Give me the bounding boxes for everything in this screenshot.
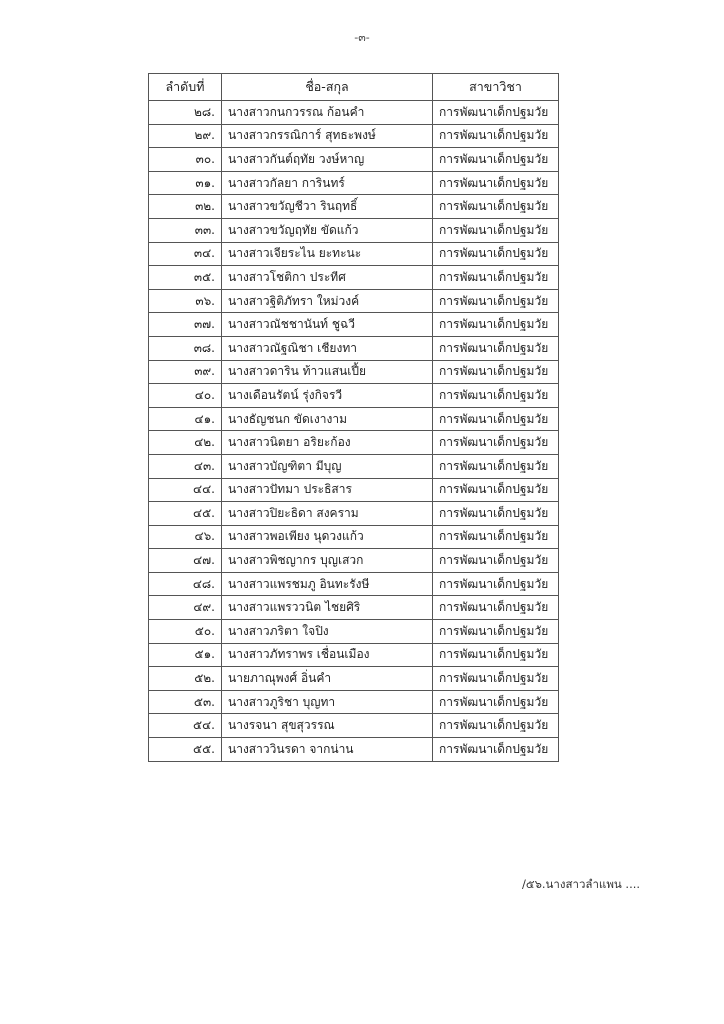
- row-number: ๕๔.: [149, 714, 222, 738]
- table-row: [149, 101, 559, 125]
- row-major: การพัฒนาเด็กปฐมวัย: [433, 336, 559, 360]
- row-major: การพัฒนาเด็กปฐมวัย: [433, 714, 559, 738]
- row-major: การพัฒนาเด็กปฐมวัย: [433, 667, 559, 691]
- table-row: [149, 572, 559, 596]
- row-major: การพัฒนาเด็กปฐมวัย: [433, 572, 559, 596]
- row-number: ๕๑.: [149, 643, 222, 667]
- table-row: [149, 738, 559, 762]
- row-major: การพัฒนาเด็กปฐมวัย: [433, 502, 559, 526]
- row-major: การพัฒนาเด็กปฐมวัย: [433, 620, 559, 644]
- table-row: [149, 714, 559, 738]
- table-row: [149, 360, 559, 384]
- row-name: นางสาวณัฐณิชา เชียงทา: [222, 336, 433, 360]
- row-major: การพัฒนาเด็กปฐมวัย: [433, 384, 559, 408]
- row-number: ๒๙.: [149, 124, 222, 148]
- row-major: การพัฒนาเด็กปฐมวัย: [433, 690, 559, 714]
- column-header-major: สาขาวิชา: [433, 74, 559, 101]
- row-number: ๓๐.: [149, 148, 222, 172]
- row-name: นางสาวปิยะธิดา สงคราม: [222, 502, 433, 526]
- row-major: การพัฒนาเด็กปฐมวัย: [433, 454, 559, 478]
- row-name: นางเดือนรัตน์ รุ่งกิจรวี: [222, 384, 433, 408]
- row-major: การพัฒนาเด็กปฐมวัย: [433, 289, 559, 313]
- row-number: ๓๓.: [149, 218, 222, 242]
- row-number: ๓๖.: [149, 289, 222, 313]
- row-number: ๓๘.: [149, 336, 222, 360]
- table-row: [149, 454, 559, 478]
- row-name: นางสาวโชติกา ประทีศ: [222, 266, 433, 290]
- table-row: [149, 549, 559, 573]
- table-row: [149, 266, 559, 290]
- table-row: [149, 502, 559, 526]
- row-number: ๓๗.: [149, 313, 222, 337]
- row-name: นางสาววินรดา จากน่าน: [222, 738, 433, 762]
- table-row: [149, 289, 559, 313]
- table-row: [149, 478, 559, 502]
- table-row: [149, 667, 559, 691]
- table-row: [149, 336, 559, 360]
- column-header-name: ชื่อ-สกุล: [222, 74, 433, 101]
- row-name: นางสาวกันต์ฤทัย วงษ์หาญ: [222, 148, 433, 172]
- row-name: นางสาวแพรชมภู อินทะรังษี: [222, 572, 433, 596]
- row-number: ๕๓.: [149, 690, 222, 714]
- page-number: -๓-: [354, 31, 370, 44]
- table-row: [149, 313, 559, 337]
- table-row: [149, 171, 559, 195]
- row-major: การพัฒนาเด็กปฐมวัย: [433, 195, 559, 219]
- continuation-note: /๕๖.นางสาวลำแพน ....: [522, 877, 641, 891]
- table-row: [149, 407, 559, 431]
- table-row: [149, 384, 559, 408]
- row-major: การพัฒนาเด็กปฐมวัย: [433, 549, 559, 573]
- table-row: [149, 643, 559, 667]
- row-number: ๕๕.: [149, 738, 222, 762]
- row-name: นางสาวพอเพียง นุดวงแก้ว: [222, 525, 433, 549]
- table-row: [149, 242, 559, 266]
- table-row: [149, 690, 559, 714]
- row-number: ๔๒.: [149, 431, 222, 455]
- row-number: ๓๙.: [149, 360, 222, 384]
- row-number: ๔๘.: [149, 572, 222, 596]
- row-number: ๔๑.: [149, 407, 222, 431]
- row-name: นางสาวเจียระไน ยะทะนะ: [222, 242, 433, 266]
- row-name: นางสาวขวัญชีวา รินฤทธิ์: [222, 195, 433, 219]
- row-number: ๕๒.: [149, 667, 222, 691]
- row-major: การพัฒนาเด็กปฐมวัย: [433, 738, 559, 762]
- row-major: การพัฒนาเด็กปฐมวัย: [433, 525, 559, 549]
- row-major: การพัฒนาเด็กปฐมวัย: [433, 124, 559, 148]
- row-name: นางสาวภัทราพร เชื่อนเมือง: [222, 643, 433, 667]
- row-name: นางสาวแพรววนิต ไชยศิริ: [222, 596, 433, 620]
- row-major: การพัฒนาเด็กปฐมวัย: [433, 266, 559, 290]
- row-major: การพัฒนาเด็กปฐมวัย: [433, 148, 559, 172]
- row-number: ๔๐.: [149, 384, 222, 408]
- row-number: ๓๑.: [149, 171, 222, 195]
- row-number: ๔๗.: [149, 549, 222, 573]
- row-name: นางสาวฐิติภัทรา ใหม่วงค์: [222, 289, 433, 313]
- row-major: การพัฒนาเด็กปฐมวัย: [433, 478, 559, 502]
- row-name: นางสาวบัญฑิตา มีบุญ: [222, 454, 433, 478]
- row-name: นางสาวกรรณิการ์ สุทธะพงษ์: [222, 124, 433, 148]
- row-major: การพัฒนาเด็กปฐมวัย: [433, 360, 559, 384]
- row-number: ๕๐.: [149, 620, 222, 644]
- row-major: การพัฒนาเด็กปฐมวัย: [433, 218, 559, 242]
- table-row: [149, 620, 559, 644]
- row-major: การพัฒนาเด็กปฐมวัย: [433, 596, 559, 620]
- row-name: นางสาวนิตยา อริยะก้อง: [222, 431, 433, 455]
- row-number: ๔๓.: [149, 454, 222, 478]
- row-major: การพัฒนาเด็กปฐมวัย: [433, 101, 559, 125]
- row-number: ๔๖.: [149, 525, 222, 549]
- row-major: การพัฒนาเด็กปฐมวัย: [433, 313, 559, 337]
- row-number: ๔๕.: [149, 502, 222, 526]
- table-row: [149, 195, 559, 219]
- row-number: ๔๔.: [149, 478, 222, 502]
- row-name: นางสาวภริตา ใจปิง: [222, 620, 433, 644]
- row-name: นางสาวขวัญฤทัย ขัดแก้ว: [222, 218, 433, 242]
- row-number: ๒๘.: [149, 101, 222, 125]
- column-header-order: ลำดับที่: [149, 74, 222, 101]
- row-name: นางสาวณัชชานันท์ ชูฉวี: [222, 313, 433, 337]
- row-name: นางสาวภูริชา บุญทา: [222, 690, 433, 714]
- row-number: ๓๔.: [149, 242, 222, 266]
- table-body: [149, 101, 559, 762]
- row-major: การพัฒนาเด็กปฐมวัย: [433, 407, 559, 431]
- table-row: [149, 148, 559, 172]
- row-name: นางสาวดาริน ท้าวแสนเปี้ย: [222, 360, 433, 384]
- table-row: [149, 431, 559, 455]
- row-major: การพัฒนาเด็กปฐมวัย: [433, 643, 559, 667]
- roster-table: [148, 73, 559, 762]
- row-name: นางสาวกัลยา การินทร์: [222, 171, 433, 195]
- table-row: [149, 596, 559, 620]
- row-name: นางรจนา สุขสุวรรณ: [222, 714, 433, 738]
- row-number: ๓๒.: [149, 195, 222, 219]
- row-major: การพัฒนาเด็กปฐมวัย: [433, 171, 559, 195]
- row-name: นางธัญชนก ขัดเงางาม: [222, 407, 433, 431]
- row-name: นางสาวกนกวรรณ ก้อนคำ: [222, 101, 433, 125]
- table-row: [149, 124, 559, 148]
- table-header-row: [149, 74, 559, 101]
- table-row: [149, 525, 559, 549]
- row-name: นายภาณุพงศ์ อิ่นคำ: [222, 667, 433, 691]
- row-name: นางสาวปัทมา ประธิสาร: [222, 478, 433, 502]
- row-number: ๔๙.: [149, 596, 222, 620]
- row-number: ๓๕.: [149, 266, 222, 290]
- row-major: การพัฒนาเด็กปฐมวัย: [433, 242, 559, 266]
- row-name: นางสาวพิชญากร บุญเสวก: [222, 549, 433, 573]
- table-row: [149, 218, 559, 242]
- row-major: การพัฒนาเด็กปฐมวัย: [433, 431, 559, 455]
